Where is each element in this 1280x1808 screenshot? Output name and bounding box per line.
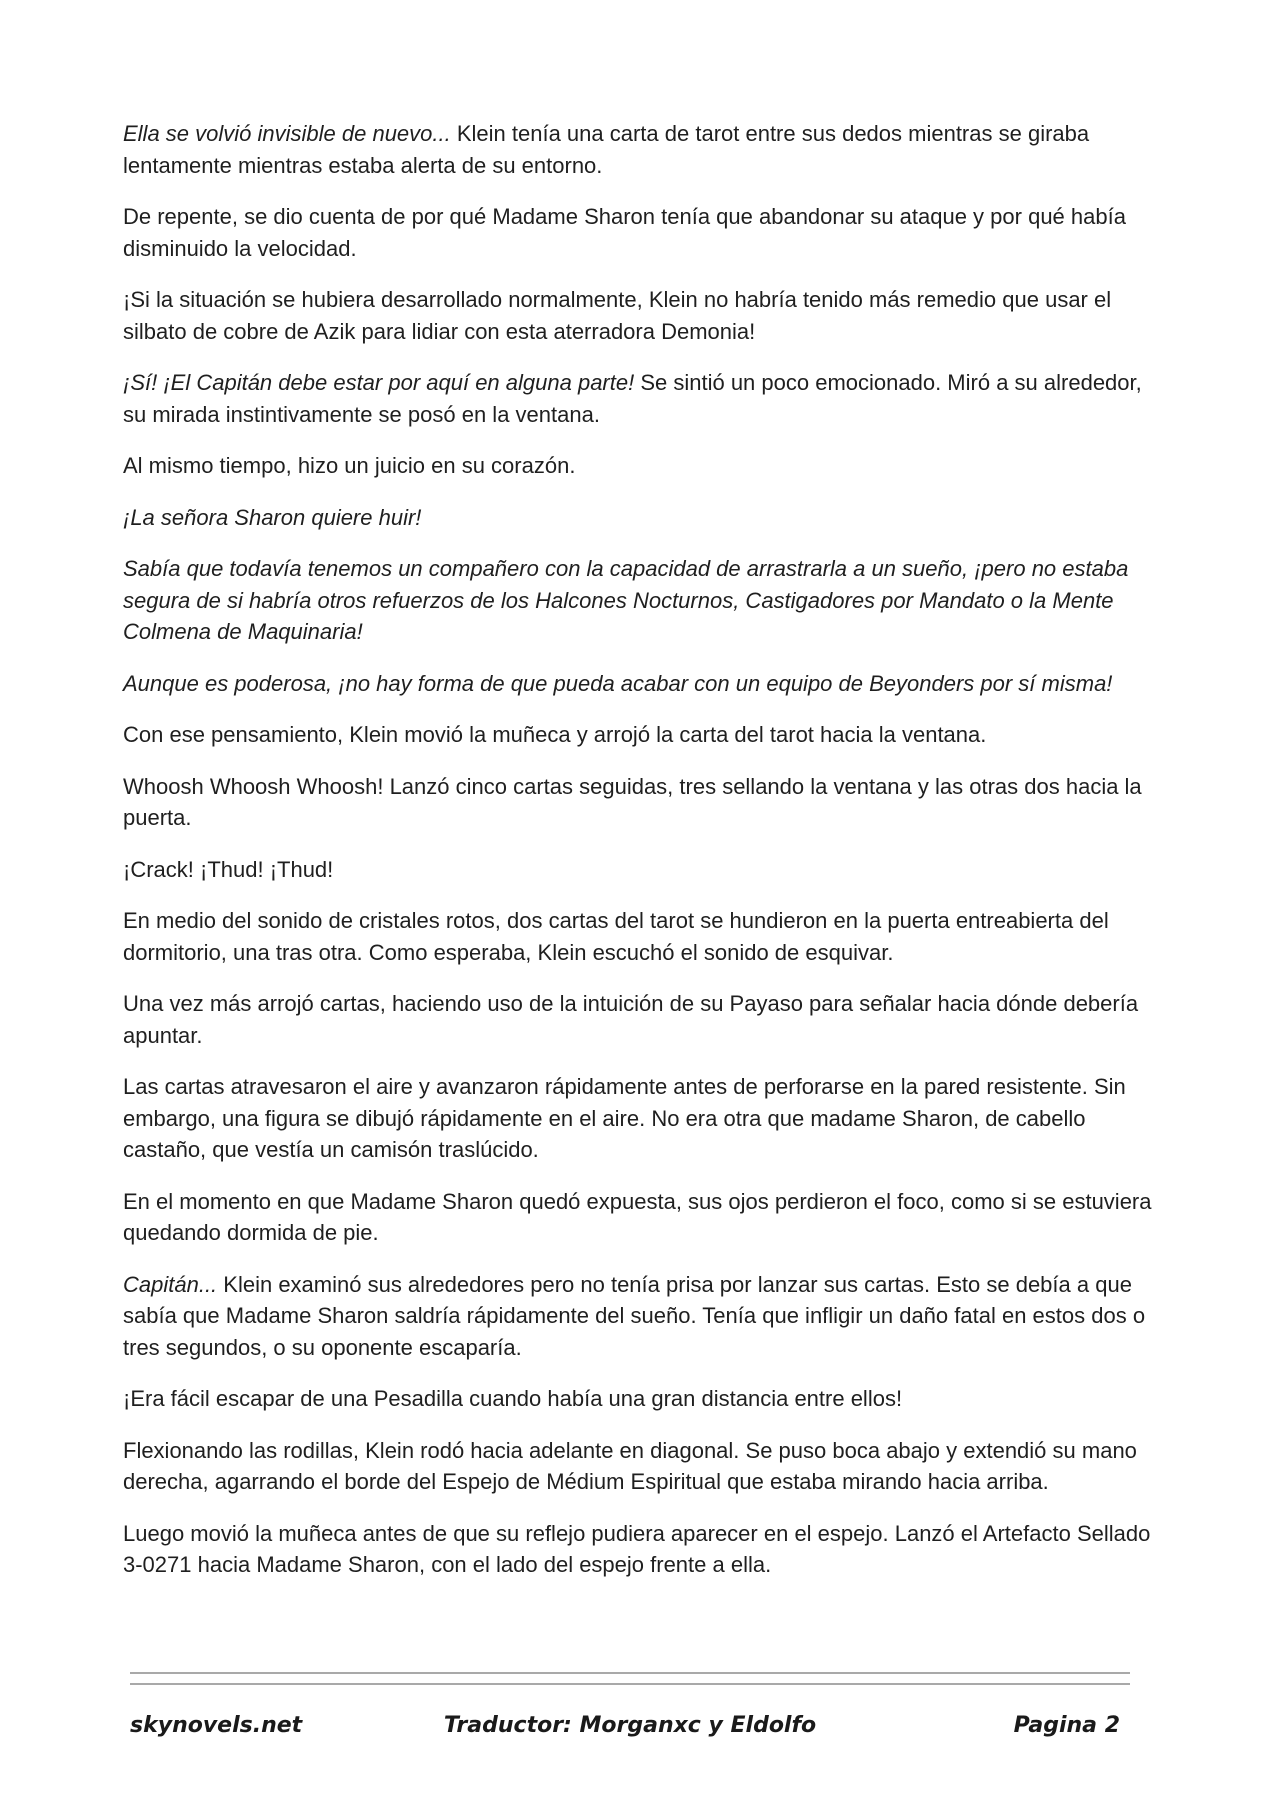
paragraph-6: ¡La señora Sharon quiere huir!: [123, 504, 422, 530]
page-footer: [130, 1713, 1130, 1747]
paragraph-18: Flexionando las rodillas, Klein rodó hacia adelante en diagonal. Se puso boca abajo y extendió su mano derecha, agarrando el borde del Espejo de Médium Espiritual que estaba mirando hacia arriba.: [123, 1437, 1137, 1494]
paragraph-16-thought: Capitán...: [123, 1271, 218, 1297]
paragraph-15: En el momento en que Madame Sharon quedó expuesta, sus ojos perdieron el foco, como si se estuviera quedando dormida de pie.: [123, 1188, 1152, 1245]
footer-divider-top: [130, 1672, 1130, 1674]
paragraph-14: Las cartas atravesaron el aire y avanzaron rápidamente antes de perforarse en la pared resistente. Sin embargo, una figura se dibujó rápidamente en el aire. No era otra que madame Sharon, de cabello castaño, que vestía un camisón traslúcido.: [123, 1074, 1126, 1162]
paragraph-4-text: Se sintió un poco emocionado. Miró a su alrededor, su mirada instintivamente se posó en la ventana.: [123, 370, 1142, 427]
paragraph-2: De repente, se dio cuenta de por qué Madame Sharon tenía que abandonar su ataque y por qué había disminuido la velocidad.: [123, 204, 1126, 261]
footer-divider-bottom: [130, 1683, 1130, 1685]
paragraph-4-thought: ¡Sí! ¡El Capitán debe estar por aquí en alguna parte!: [123, 370, 635, 395]
footer-site: skynovels.net: [130, 1713, 303, 1738]
paragraph-8: Aunque es poderosa, ¡no hay forma de que pueda acabar con un equipo de Beyonders por sí misma!: [123, 670, 1113, 696]
paragraph-17: ¡Era fácil escapar de una Pesadilla cuando había una gran distancia entre ellos!: [123, 1386, 903, 1411]
paragraph-19: Luego movió la muñeca antes de que su reflejo pudiera aparecer en el espejo. Lanzó el Artefacto Sellado 3-0271 hacia Madame Sharon, con el lado del espejo frente a ella.: [123, 1520, 1151, 1577]
paragraph-5: Al mismo tiempo, hizo un juicio en su corazón.: [123, 453, 576, 478]
paragraph-16-text: Klein examinó sus alrededores pero no tenía prisa por lanzar sus cartas. Esto se debía a que sabía que Madame Sharon saldría rápidamente del sueño. Tenía que infligir un daño fatal en estos dos o tres segundos, o su oponente escaparía.: [123, 1271, 1146, 1360]
paragraph-11: ¡Crack! ¡Thud! ¡Thud!: [123, 856, 334, 882]
footer-page-number: Pagina 2: [1013, 1713, 1120, 1738]
paragraph-16: [123, 1269, 1153, 1364]
paragraph-7: Sabía que todavía tenemos un compañero con la capacidad de arrastrarla a un sueño, ¡pero no estaba segura de si habría otros refuerzos de los Halcones Nocturnos, Castigadores por Mandato o la Mente Colmena de Maquinaria!: [123, 556, 1129, 644]
page-body: [123, 118, 1153, 1601]
paragraph-3: ¡Si la situación se hubiera desarrollado normalmente, Klein no habría tenido más remedio que usar el silbato de cobre de Azik para lidiar con esta aterradora Demonia!: [123, 287, 1112, 344]
paragraph-1-thought: Ella se volvió invisible de nuevo...: [123, 121, 451, 146]
paragraph-13: Una vez más arrojó cartas, haciendo uso de la intuición de su Payaso para señalar hacia dónde debería apuntar.: [123, 991, 1139, 1048]
paragraph-10: Whoosh Whoosh Whoosh! Lanzó cinco cartas seguidas, tres sellando la ventana y las otras dos hacia la puerta.: [123, 773, 1142, 830]
paragraph-1: [123, 118, 1153, 181]
paragraph-1-text: Klein tenía una carta de tarot entre sus dedos mientras se giraba lentamente mientras estaba alerta de su entorno.: [123, 121, 1090, 178]
paragraph-12: En medio del sonido de cristales rotos, dos cartas del tarot se hundieron en la puerta entreabierta del dormitorio, una tras otra. Como esperaba, Klein escuchó el sonido de esquivar.: [123, 908, 1109, 965]
footer-translator: Traductor: Morganxc y Eldolfo: [443, 1713, 817, 1738]
paragraph-9: Con ese pensamiento, Klein movió la muñeca y arrojó la carta del tarot hacia la ventana.: [123, 722, 987, 747]
paragraph-4: [123, 367, 1153, 430]
